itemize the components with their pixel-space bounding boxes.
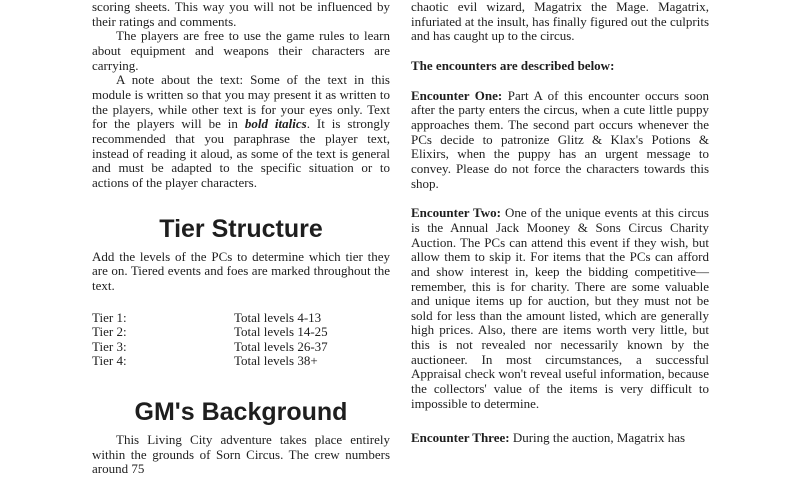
- tier-value: Total levels 4-13: [234, 311, 390, 326]
- text-run: Add the levels of the PCs to determine which tier they are on. Tiered events and foes are marked throughout the text.: [92, 249, 390, 293]
- tier-row: [92, 354, 390, 369]
- tier-table: [92, 311, 390, 370]
- text-run: This Living City adventure takes place entirely within the grounds of Sorn Circus. The crew numbers around 75: [92, 432, 390, 476]
- body-paragraph: [92, 73, 390, 190]
- tier-value: Total levels 26-37: [234, 340, 390, 355]
- body-paragraph: [92, 0, 390, 29]
- tier-value: Total levels 38+: [234, 354, 390, 369]
- tier-row: [92, 311, 390, 326]
- heading-tier-structure: Tier Structure: [92, 215, 390, 243]
- body-paragraph: [92, 250, 390, 294]
- text-run: scoring sheets. This way you will not be influenced by their ratings and comments.: [92, 0, 390, 29]
- text-run: One of the unique events at this circus is the Annual Jack Mooney & Sons Circus Charity Auction. The PCs can attend this event if they wish, but allow them to skip it. For items that the PCs can afford and show interest in, keep the bidding competitive—remember, this is for charity. There are some valuable and unique items up for auction, but they must not be sold for less than the amount listed, which are generally high prices. Also, there are items worth very little, but this is not revealed nor necessarily known by the auctioneer. In most circumstances, a successful Appraisal check won't reveal useful information, because the collectors' value of the items is very difficult to impossible to determine.: [411, 205, 709, 411]
- right-column: [411, 0, 709, 446]
- tier-row: [92, 340, 390, 355]
- text-run: The encounters are described below:: [411, 58, 614, 73]
- text-run: The players are free to use the game rules to learn about equipment and weapons their characters are carrying.: [92, 28, 390, 72]
- body-paragraph: [411, 206, 709, 411]
- text-run: Part A of this encounter occurs soon after the party enters the circus, when a cute little puppy approaches them. The second part occurs whenever the PCs decide to patronize Glitz & Klax's Potions & Elixirs, when the puppy has an urgent message to convey. Please do not force the characters towards this shop.: [411, 88, 709, 191]
- tier-label: Tier 2:: [92, 325, 234, 340]
- body-paragraph: [411, 0, 709, 44]
- text-run: . It is strongly recommended that you paraphrase the player text, instead of reading it aloud, as some of the text is general and must be adapted to the specific situation or to actions of the player characters.: [92, 116, 390, 190]
- text-run: bold italics: [245, 116, 307, 131]
- tier-label: Tier 3:: [92, 340, 234, 355]
- text-run: Encounter One:: [411, 88, 502, 103]
- text-run: chaotic evil wizard, Magatrix the Mage. Magatrix, infuriated at the insult, has finally figured out the culprits and has caught up to the circus.: [411, 0, 709, 43]
- text-run: During the auction, Magatrix has: [510, 430, 685, 445]
- body-paragraph: [92, 29, 390, 73]
- body-paragraph: [411, 89, 709, 192]
- body-paragraph: [411, 431, 709, 446]
- text-run: Encounter Three:: [411, 430, 510, 445]
- text-run: Encounter Two:: [411, 205, 501, 220]
- tier-value: Total levels 14-25: [234, 325, 390, 340]
- tier-label: Tier 1:: [92, 311, 234, 326]
- heading-gm-s-background: GM's Background: [92, 398, 390, 426]
- left-column: [92, 0, 390, 477]
- text-run: A note about the text: Some of the text in this module is written so that you may present it as written to the players, while other text is for your eyes only. Text for the players will be in: [92, 72, 390, 131]
- tier-row: [92, 325, 390, 340]
- tier-label: Tier 4:: [92, 354, 234, 369]
- body-paragraph: [411, 59, 709, 74]
- body-paragraph: [92, 433, 390, 477]
